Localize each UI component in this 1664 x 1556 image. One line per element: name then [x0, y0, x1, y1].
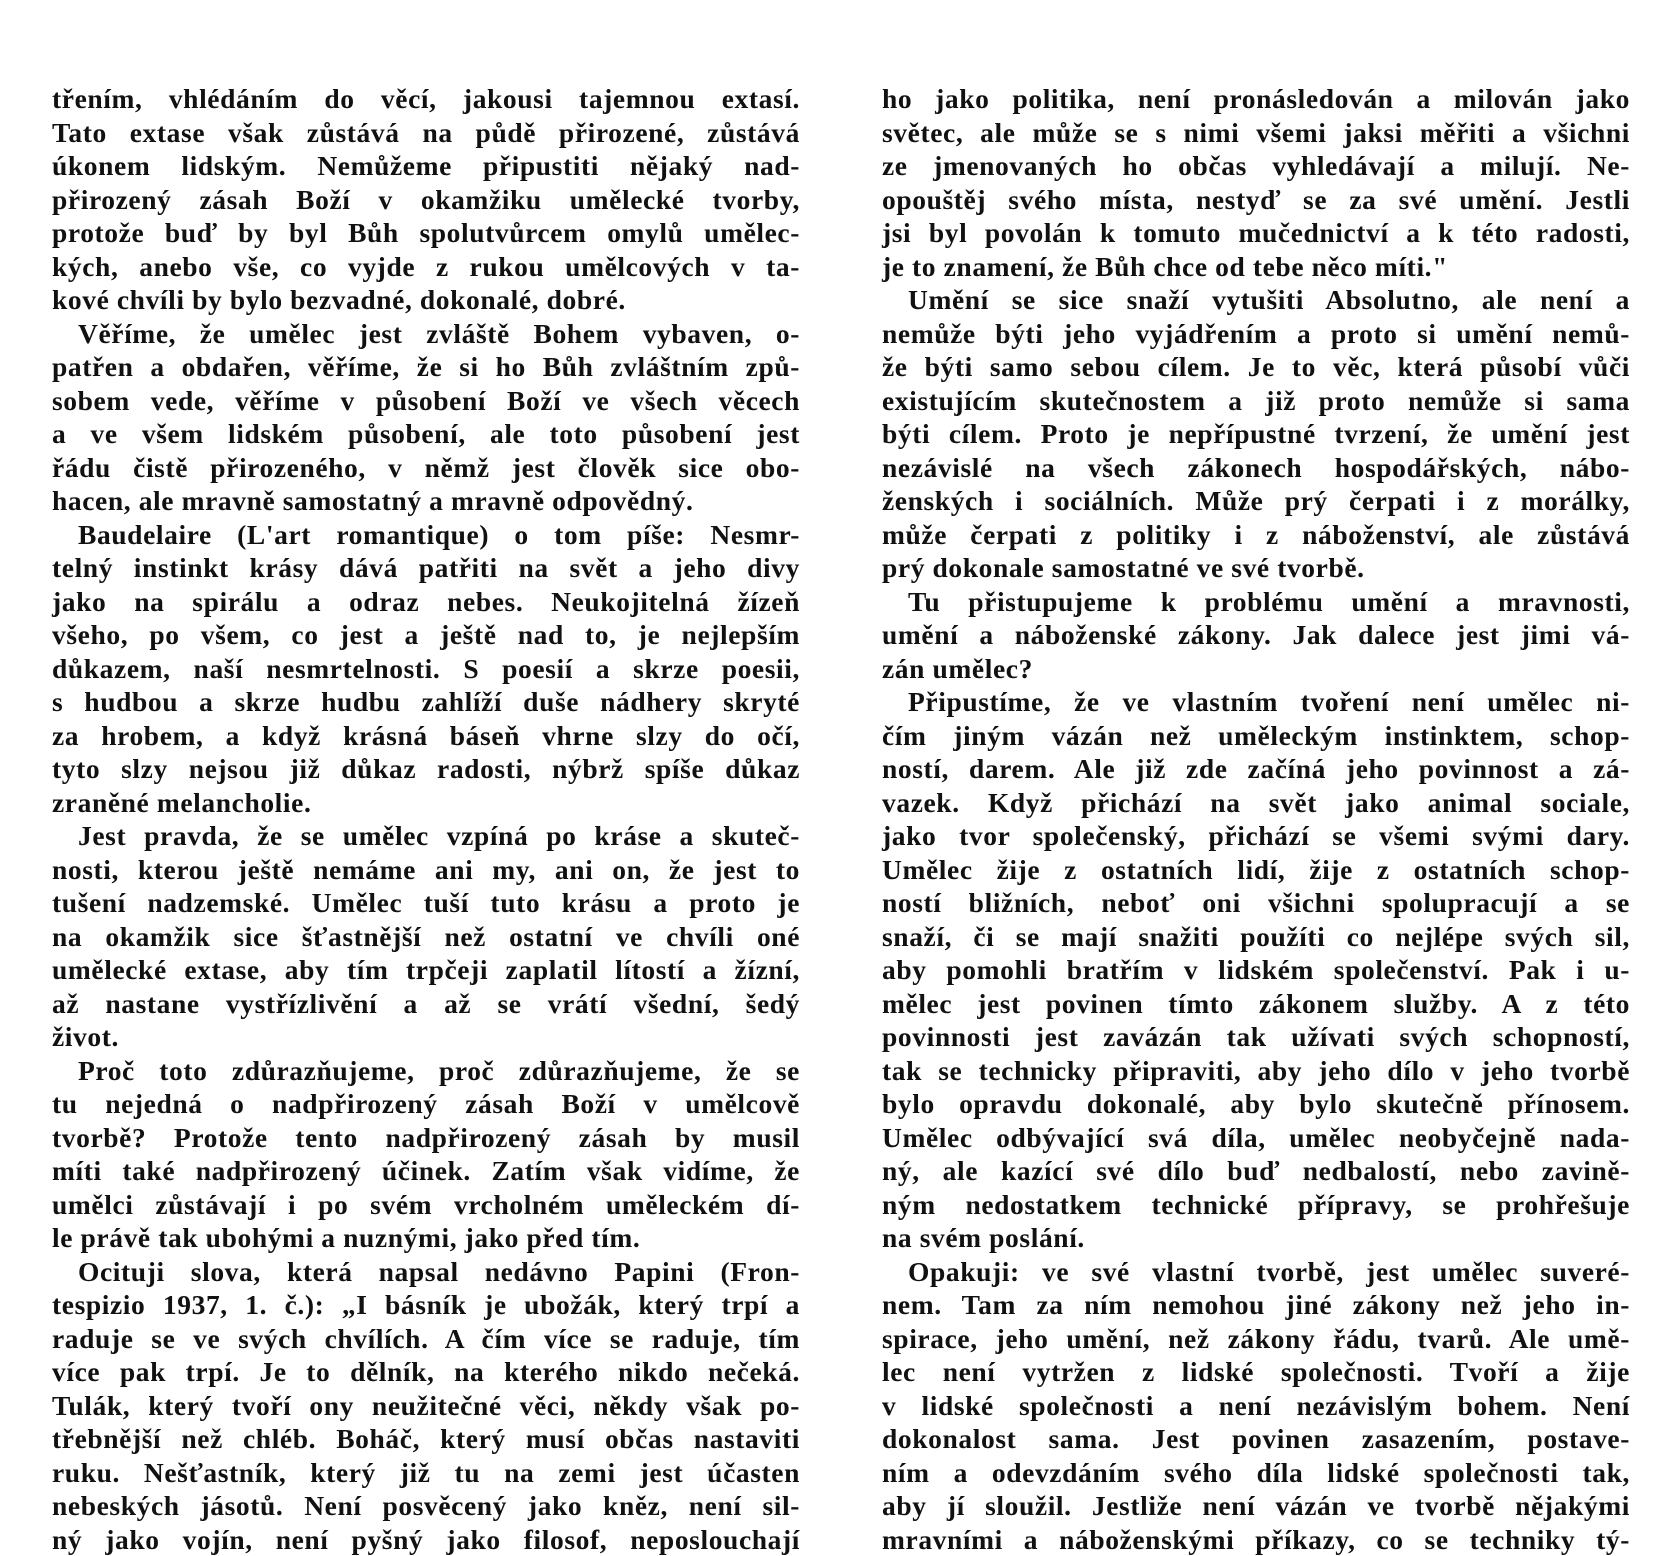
text-line: tespizio 1937, 1. č.): „I básník je ubožák, který trpí a: [52, 1288, 800, 1322]
text-line: za hrobem, a když krásná báseň vhrne slzy do očí,: [52, 719, 800, 753]
text-line: jako na spirálu a odraz nebes. Neukojitelná žízeň: [52, 585, 800, 619]
text-column-right: [882, 82, 1630, 1556]
text-line: ností, darem. Ale již zde začíná jeho povinnost a zá-: [882, 752, 1630, 786]
text-line: existujícím skutečnostem a již proto nemůže si sama: [882, 384, 1630, 418]
text-line: je to znamení, že Bůh chce od tebe něco míti.": [882, 250, 1630, 284]
text-line: Tulák, který tvoří ony neužitečné věci, někdy však po-: [52, 1389, 800, 1423]
text-line: dokonalost sama. Jest povinen zasazením, postave-: [882, 1422, 1630, 1456]
text-line: přirozený zásah Boží v okamžiku umělecké tvorby,: [52, 183, 800, 217]
text-line: ností bližních, neboť oni všichni spolupracují a se: [882, 886, 1630, 920]
text-line: ný jako vojín, není pyšný jako filosof, neposlouchají: [52, 1523, 800, 1556]
text-line: nebeských jásotů. Není posvěcený jako kněz, není sil-: [52, 1489, 800, 1523]
text-line: nem. Tam za ním nemohou jiné zákony než jeho in-: [882, 1288, 1630, 1322]
text-line: život.: [52, 1020, 800, 1054]
text-line: na svém poslání.: [882, 1221, 1630, 1255]
text-line: mělec jest povinen tímto zákonem služby. A z této: [882, 987, 1630, 1021]
text-line: nemůže býti jeho vyjádřením a proto si umění nemů-: [882, 317, 1630, 351]
text-line: ženských i sociálních. Může prý čerpati i z morálky,: [882, 484, 1630, 518]
text-line: Umělec žije z ostatních lidí, žije z ostatních schop-: [882, 853, 1630, 887]
text-line: snaží, či se mají snažiti použíti co nejlépe svých sil,: [882, 920, 1630, 954]
text-line: míti také nadpřirozený účinek. Zatím však vidíme, že: [52, 1154, 800, 1188]
text-line: povinnosti jest zavázán tak užívati svých schopností,: [882, 1020, 1630, 1054]
text-line: bylo opravdu dokonalé, aby bylo skutečně přínosem.: [882, 1087, 1630, 1121]
text-line: světec, ale může se s nimi všemi jaksi měřiti a všichni: [882, 116, 1630, 150]
text-line: jako tvor společenský, přichází se všemi svými dary.: [882, 819, 1630, 853]
text-line: až nastane vystřízlivění a až se vrátí všední, šedý: [52, 987, 800, 1021]
text-line: Opakuji: ve své vlastní tvorbě, jest umělec suveré-: [882, 1255, 1630, 1289]
text-line: nosti, kterou ještě nemáme ani my, ani on, že jest to: [52, 853, 800, 887]
text-line: vazek. Když přichází na svět jako animal sociale,: [882, 786, 1630, 820]
text-line: nezávislé na všech zákonech hospodářských, nábo-: [882, 451, 1630, 485]
text-line: jsi byl povolán k tomuto mučednictví a k této radosti,: [882, 216, 1630, 250]
text-line: na okamžik sice šťastnější než ostatní ve chvíli oné: [52, 920, 800, 954]
text-line: opouštěj svého místa, nestyď se za své umění. Jestli: [882, 183, 1630, 217]
text-line: protože buď by byl Bůh spolutvůrcem omylů umělec-: [52, 216, 800, 250]
text-line: Tu přistupujeme k problému umění a mravnosti,: [882, 585, 1630, 619]
text-line: třebnější než chléb. Boháč, který musí občas nastaviti: [52, 1422, 800, 1456]
text-line: umění a náboženské zákony. Jak dalece jest jimi vá-: [882, 618, 1630, 652]
text-column-left: [52, 82, 800, 1556]
text-line: tušení nadzemské. Umělec tuší tuto krásu a proto je: [52, 886, 800, 920]
text-line: lec není vytržen z lidské společnosti. Tvoří a žije: [882, 1355, 1630, 1389]
text-line: čím jiným vázán než uměleckým instinktem, schop-: [882, 719, 1630, 753]
text-line: úkonem lidským. Nemůžeme připustiti nějaký nad-: [52, 149, 800, 183]
text-line: všeho, po všem, co jest a ještě nad to, je nejlepším: [52, 618, 800, 652]
text-line: že býti samo sebou cílem. Je to věc, která působí vůči: [882, 350, 1630, 384]
text-line: zraněné melancholie.: [52, 786, 800, 820]
text-line: zán umělec?: [882, 652, 1630, 686]
text-line: Umělec odbývající svá díla, umělec neobyčejně nada-: [882, 1121, 1630, 1155]
text-line: patřen a obdařen, věříme, že si ho Bůh zvláštním způ-: [52, 350, 800, 384]
text-line: s hudbou a skrze hudbu zahlíží duše nádhery skryté: [52, 685, 800, 719]
text-line: ho jako politika, není pronásledován a milován jako: [882, 82, 1630, 116]
text-line: více pak trpí. Je to dělník, na kterého nikdo nečeká.: [52, 1355, 800, 1389]
text-line: tak se technicky připraviti, aby jeho dílo v jeho tvorbě: [882, 1054, 1630, 1088]
text-line: aby jí sloužil. Jestliže není vázán ve tvorbě nějakými: [882, 1489, 1630, 1523]
text-line: důkazem, naší nesmrtelnosti. S poesií a skrze poesii,: [52, 652, 800, 686]
text-line: Baudelaire (L'art romantique) o tom píše: Nesmr-: [52, 518, 800, 552]
text-line: raduje se ve svých chvílích. A čím více se raduje, tím: [52, 1322, 800, 1356]
text-line: ný, ale kazící své dílo buď nedbalostí, nebo zavině-: [882, 1154, 1630, 1188]
text-line: kové chvíli by bylo bezvadné, dokonalé, dobré.: [52, 283, 800, 317]
text-line: ruku. Nešťastník, který již tu na zemi jest účasten: [52, 1456, 800, 1490]
text-line: může čerpati z politiky i z náboženství, ale zůstává: [882, 518, 1630, 552]
text-line: tvorbě? Protože tento nadpřirozený zásah by musil: [52, 1121, 800, 1155]
text-line: hacen, ale mravně samostatný a mravně odpovědný.: [52, 484, 800, 518]
text-line: aby pomohli bratřím v lidském společenství. Pak i u-: [882, 953, 1630, 987]
text-line: prý dokonale samostatné ve své tvorbě.: [882, 551, 1630, 585]
text-line: umělci zůstávají i po svém vrcholném uměleckém dí-: [52, 1188, 800, 1222]
text-line: telný instinkt krásy dává patřiti na svět a jeho divy: [52, 551, 800, 585]
text-line: le právě tak ubohými a nuznými, jako před tím.: [52, 1221, 800, 1255]
text-line: Ocituji slova, která napsal nedávno Papini (Fron-: [52, 1255, 800, 1289]
text-line: Umění se sice snaží vytušiti Absolutno, ale není a: [882, 283, 1630, 317]
text-line: ním a odevzdáním svého díla lidské společnosti tak,: [882, 1456, 1630, 1490]
text-line: ze jmenovaných ho občas vyhledávají a milují. Ne-: [882, 149, 1630, 183]
text-line: a ve všem lidském působení, ale toto působení jest: [52, 417, 800, 451]
text-line: tu nejedná o nadpřirozený zásah Boží v umělcově: [52, 1087, 800, 1121]
text-line: tyto slzy nejsou již důkaz radosti, nýbrž spíše důkaz: [52, 752, 800, 786]
text-line: býti cílem. Proto je nepřípustné tvrzení, že umění jest: [882, 417, 1630, 451]
text-line: Proč toto zdůrazňujeme, proč zdůrazňujeme, že se: [52, 1054, 800, 1088]
text-line: ným nedostatkem technické přípravy, se prohřešuje: [882, 1188, 1630, 1222]
text-line: Připustíme, že ve vlastním tvoření není umělec ni-: [882, 685, 1630, 719]
text-line: řádu čistě přirozeného, v němž jest člověk sice obo-: [52, 451, 800, 485]
text-line: v lidské společnosti a není nezávislým bohem. Není: [882, 1389, 1630, 1423]
text-line: Věříme, že umělec jest zvláště Bohem vybaven, o-: [52, 317, 800, 351]
text-line: sobem vede, věříme v působení Boží ve všech věcech: [52, 384, 800, 418]
text-line: Jest pravda, že se umělec vzpíná po kráse a skuteč-: [52, 819, 800, 853]
text-line: třením, vhlédáním do věcí, jakousi tajemnou extasí.: [52, 82, 800, 116]
text-line: kých, anebo vše, co vyjde z rukou umělcových v ta-: [52, 250, 800, 284]
text-line: mravními a náboženskými příkazy, co se techniky tý-: [882, 1523, 1630, 1556]
text-line: spirace, jeho umění, než zákony řádu, tvarů. Ale umě-: [882, 1322, 1630, 1356]
text-line: Tato extase však zůstává na půdě přirozené, zůstává: [52, 116, 800, 150]
text-line: umělecké extase, aby tím trpčeji zaplatil lítostí a žízní,: [52, 953, 800, 987]
